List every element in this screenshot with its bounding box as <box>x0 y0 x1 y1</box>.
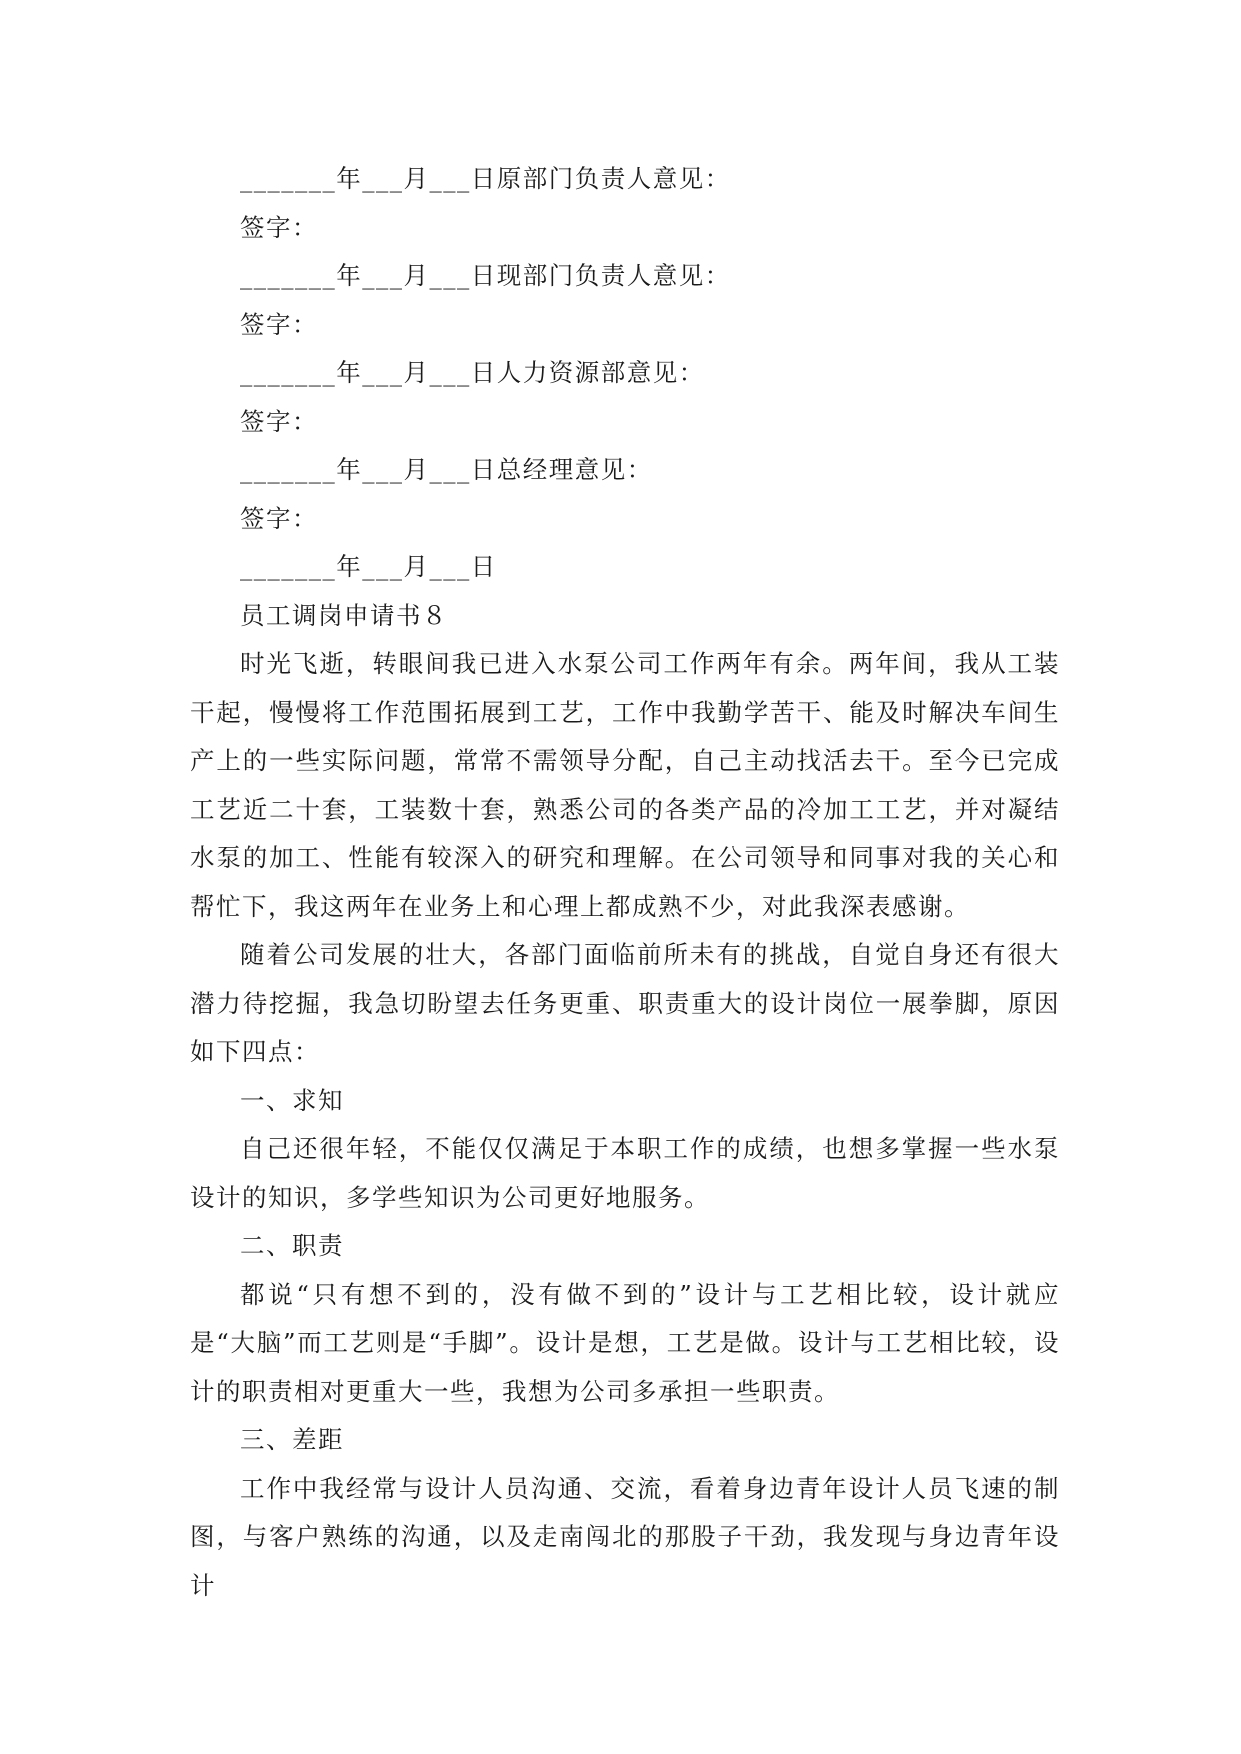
point-body-gap: 工作中我经常与设计人员沟通、交流，看着身边青年设计人员飞速的制图，与客户熟练的沟通，以及走南闯北的那股子干劲，我发现与身边青年设计 <box>190 1473 1060 1600</box>
point-heading-gap: 三、差距 <box>240 1425 344 1454</box>
final-date-line: _______年___月___日 <box>240 552 497 581</box>
approval-hr-dept-date-line: _______年___月___日人力资源部意见： <box>240 358 705 387</box>
signature-label: 签字： <box>240 212 318 242</box>
document-body <box>190 155 1060 1610</box>
signature-label: 签字： <box>240 406 318 436</box>
approval-original-dept-date-line: _______年___月___日原部门负责人意见： <box>240 164 731 193</box>
section-title: 员工调岗申请书８ <box>240 600 448 630</box>
point-body-knowledge: 自己还很年轻，不能仅仅满足于本职工作的成绩，也想多掌握一些水泵设计的知识，多学些知识为公司更好地服务。 <box>190 1134 1060 1212</box>
signature-label: 签字： <box>240 503 318 533</box>
intro-paragraph: 时光飞逝，转眼间我已进入水泵公司工作两年有余。两年间，我从工装干起，慢慢将工作范围拓展到工艺，工作中我勤学苦干、能及时解决车间生产上的一些实际问题，常常不需领导分配，自己主动找活去干。至今已完成工艺近二十套，工装数十套，熟悉公司的各类产品的冷加工工艺，并对凝结水泵的加工、性能有较深入的研究和理解。在公司领导和同事对我的关心和帮忙下，我这两年在业务上和心理上都成熟不少，对此我深表感谢。 <box>190 649 1060 921</box>
approval-general-manager-date-line: _______年___月___日总经理意见： <box>240 455 653 484</box>
point-body-responsibility: 都说“只有想不到的，没有做不到的”设计与工艺相比较，设计就应是“大脑”而工艺则是“手脚”。设计是想，工艺是做。设计与工艺相比较，设计的职责相对更重大一些，我想为公司多承担一些职责。 <box>190 1279 1060 1406</box>
point-heading-knowledge: 一、求知 <box>240 1085 344 1115</box>
point-heading-responsibility: 二、职责 <box>240 1231 344 1260</box>
approval-current-dept-date-line: _______年___月___日现部门负责人意见： <box>240 261 731 290</box>
signature-label: 签字： <box>240 309 318 339</box>
reason-paragraph: 随着公司发展的壮大，各部门面临前所未有的挑战，自觉自身还有很大潜力待挖掘，我急切盼望去任务更重、职责重大的设计岗位一展拳脚，原因如下四点： <box>190 940 1060 1066</box>
